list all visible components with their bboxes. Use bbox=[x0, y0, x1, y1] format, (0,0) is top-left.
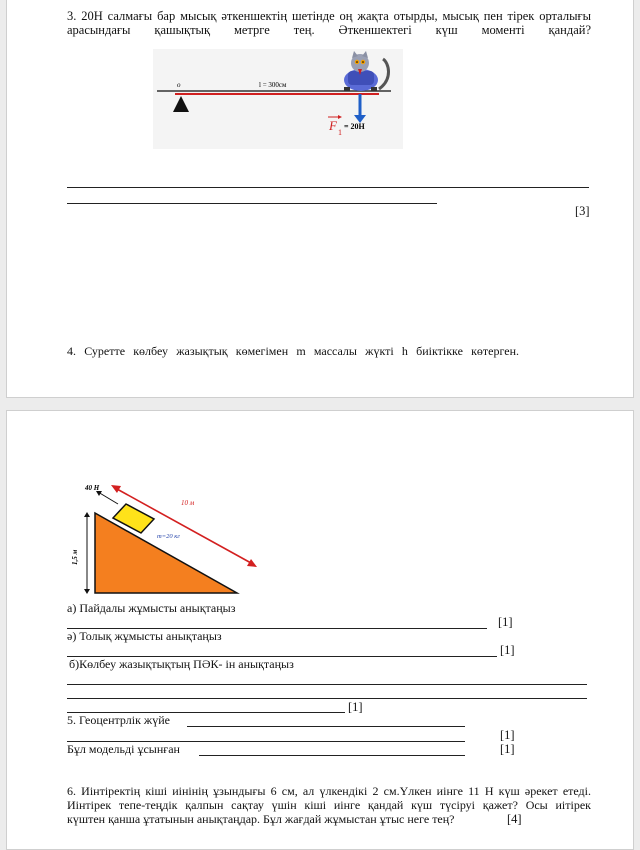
q5-marks-1: [1] bbox=[500, 728, 515, 742]
length-arrow-end bbox=[247, 559, 257, 567]
incline-triangle bbox=[95, 513, 237, 593]
q4b-text: ә) Толық жұмысты анықтаңыз bbox=[67, 629, 222, 643]
q3-text-line1: 3. 20Н салмағы бар мысық әткеншектің шетінде оң жақта отырды, мысық пен тірек орталығы bbox=[67, 9, 591, 23]
q6-marks: [4] bbox=[507, 812, 522, 826]
height-arrow-top bbox=[84, 512, 90, 517]
q3-text-line2: арасындағы қашықтық метрге тең. Әткеншектегі күш моментi қандай? bbox=[67, 23, 591, 37]
q5-text2: Бұл модельді ұсынған bbox=[67, 742, 180, 756]
q4b-marks: [1] bbox=[500, 643, 515, 657]
q5-text: 5. Геоцентрлік жүйе bbox=[67, 713, 170, 727]
answer-line[interactable] bbox=[67, 187, 589, 188]
force-label: F bbox=[329, 118, 337, 133]
q4c-text: б)Көлбеу жазықтықтың ПӘК- ін анықтаңыз bbox=[69, 657, 294, 671]
force-arrow bbox=[98, 492, 118, 504]
q4a-text: а) Пайдалы жұмысты анықтаңыз bbox=[67, 601, 236, 615]
q3-marks: [3] bbox=[575, 204, 590, 218]
force-value: = 20Н bbox=[344, 122, 365, 131]
answer-line[interactable] bbox=[199, 755, 465, 756]
mass-label: m=20 кг bbox=[157, 533, 180, 540]
q6-text-line2: Иінтірек тепе-теңдік қалпын сақтау үшін кіші иінге қандай күш түсіруі қажет? Осы иітірек bbox=[67, 798, 591, 812]
answer-line[interactable] bbox=[187, 726, 465, 727]
height-arrow-bottom bbox=[84, 589, 90, 594]
q6-text-line3: күштен қанша ұтатынын анықтаңдар. Бұл жағдай жұмыстан ұтыс неге тең? bbox=[67, 812, 455, 826]
answer-line[interactable] bbox=[67, 684, 587, 685]
q4c-marks: [1] bbox=[348, 700, 363, 714]
document-page-2 bbox=[6, 410, 634, 850]
answer-line[interactable] bbox=[67, 203, 437, 204]
force-subscript: 1 bbox=[338, 128, 342, 137]
height-label: 1,5 м bbox=[71, 549, 79, 565]
document-page-1 bbox=[6, 0, 634, 398]
length-arrow-start bbox=[111, 485, 121, 493]
q4-text: 4. Суретте көлбеу жазықтық көмегiмен m массалы жүктi h биiктiкке көтерген. bbox=[67, 344, 519, 358]
inclined-plane-figure bbox=[65, 481, 265, 599]
length-label: l = 300см bbox=[259, 81, 287, 89]
force-label: 40 Н bbox=[85, 484, 100, 492]
q5-marks-2: [1] bbox=[500, 742, 515, 756]
q6-text-line1: 6. Иінтіректің кіші иінінің ұзындығы 6 см, ал үлкендікі 2 см.Үлкен иінге 11 Н күш әрекет етеді. bbox=[67, 784, 591, 798]
pivot-label: o bbox=[177, 81, 181, 89]
q4a-marks: [1] bbox=[498, 615, 513, 629]
answer-line[interactable] bbox=[67, 698, 587, 699]
lever-figure bbox=[153, 49, 403, 149]
length-label: 10 м bbox=[181, 499, 195, 507]
